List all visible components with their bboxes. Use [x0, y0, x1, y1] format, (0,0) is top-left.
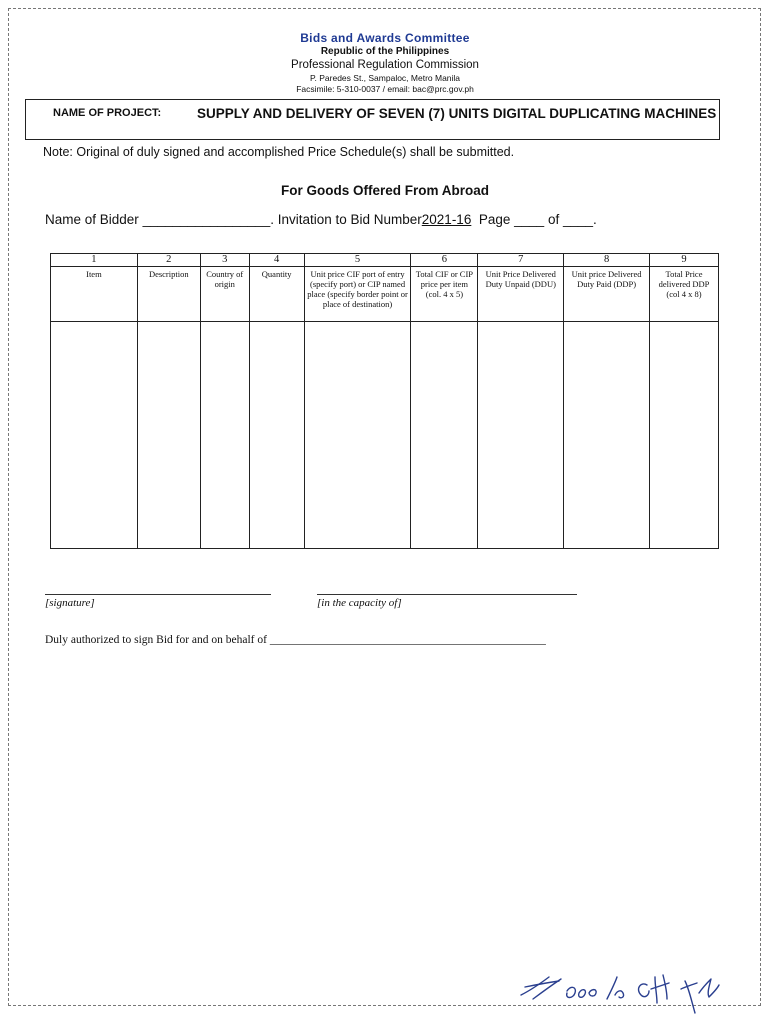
- column-number: 2: [137, 254, 200, 267]
- column-number: 9: [650, 254, 719, 267]
- column-header: Description: [137, 267, 200, 322]
- column-header: Unit Price Delivered Duty Unpaid (DDU): [478, 267, 564, 322]
- entry-cell[interactable]: [304, 322, 411, 549]
- bidder-line: [45, 212, 597, 227]
- invitation-label: . Invitation to Bid Number: [270, 212, 422, 227]
- project-label: NAME OF PROJECT:: [53, 107, 162, 119]
- commission-name: Professional Regulation Commission: [291, 59, 479, 71]
- page-blank[interactable]: ____: [514, 212, 545, 227]
- column-header: Total CIF or CIP price per item (col. 4 x 5): [411, 267, 478, 322]
- address-line: P. Paredes St., Sampaloc, Metro Manila: [309, 73, 461, 83]
- column-number: 5: [304, 254, 411, 267]
- column-header: Total Price delivered DDP (col 4 x 8): [650, 267, 719, 322]
- signature-label: [signature]: [45, 597, 95, 609]
- submission-note: Note: Original of duly signed and accomplished Price Schedule(s) shall be submitted.: [43, 145, 515, 159]
- entry-cell[interactable]: [478, 322, 564, 549]
- entry-cell[interactable]: [200, 322, 249, 549]
- authorized-label: Duly authorized to sign Bid for and on behalf of: [45, 634, 267, 646]
- column-number: 8: [564, 254, 650, 267]
- column-header: Unit price CIF port of entry (specify port) or CIP named place (specify border point or place of destination): [304, 267, 411, 322]
- authorized-line: [45, 634, 546, 646]
- entry-cell[interactable]: [650, 322, 719, 549]
- entry-cell[interactable]: [564, 322, 650, 549]
- entry-cell[interactable]: [137, 322, 200, 549]
- price-schedule-table: [50, 253, 719, 549]
- column-header-row: [51, 267, 719, 322]
- entry-cell[interactable]: [51, 322, 138, 549]
- contact-line: Facsimile: 5-310-0037 / email: bac@prc.gov.ph: [296, 84, 474, 94]
- entry-cell[interactable]: [249, 322, 304, 549]
- signature-line[interactable]: [45, 594, 271, 595]
- column-header: Unit price Delivered Duty Paid (DDP): [564, 267, 650, 322]
- bidder-name-blank[interactable]: _________________: [142, 212, 271, 227]
- handwritten-initials-icon: [515, 965, 725, 1015]
- column-number: 3: [200, 254, 249, 267]
- bidder-name-label: Name of Bidder: [45, 212, 139, 227]
- entry-cell[interactable]: [411, 322, 478, 549]
- capacity-line[interactable]: [317, 594, 577, 595]
- column-number: 4: [249, 254, 304, 267]
- project-title: SUPPLY AND DELIVERY OF SEVEN (7) UNITS DIGITAL DUPLICATING MACHINES: [197, 106, 717, 121]
- column-number: 6: [411, 254, 478, 267]
- republic-line: Republic of the Philippines: [320, 46, 450, 57]
- column-header: Quantity: [249, 267, 304, 322]
- column-number-row: [51, 254, 719, 267]
- of-label: of: [547, 212, 560, 227]
- authorized-blank[interactable]: ________________________________________________: [269, 634, 546, 646]
- of-blank[interactable]: ____.: [562, 212, 597, 227]
- invitation-number: 2021-16: [421, 212, 472, 227]
- section-title: For Goods Offered From Abroad: [280, 183, 489, 198]
- committee-name: Bids and Awards Committee: [300, 31, 470, 45]
- column-header: Country of origin: [200, 267, 249, 322]
- entry-row: [51, 322, 719, 549]
- capacity-label: [in the capacity of]: [317, 597, 402, 609]
- page-label: Page: [478, 212, 511, 227]
- column-header: Item: [51, 267, 138, 322]
- column-number: 7: [478, 254, 564, 267]
- column-number: 1: [51, 254, 138, 267]
